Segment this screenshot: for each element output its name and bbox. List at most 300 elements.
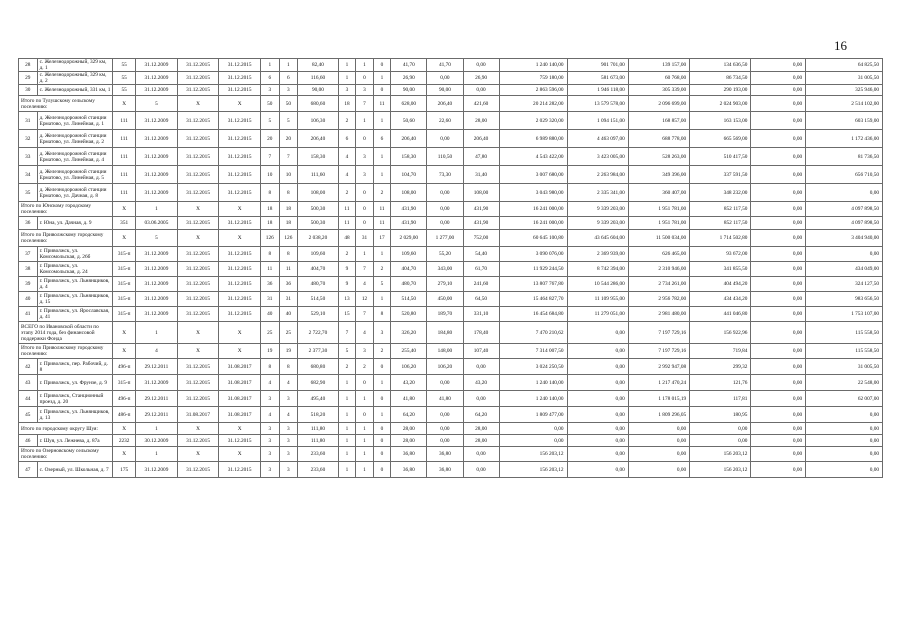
table-cell: 0,00: [463, 85, 499, 96]
table-cell: 0,00: [427, 217, 463, 230]
table-cell: 31.12.2015: [177, 375, 219, 391]
address-cell: д. Железнодорожной станции Ерматово, ул. Линейная, д. 5: [37, 166, 113, 184]
table-cell: 1: [279, 59, 298, 72]
table-cell: 31.12.2015: [219, 72, 261, 85]
table-cell: 45: [19, 407, 38, 423]
table-cell: 61,70: [463, 262, 499, 277]
table-cell: 18: [260, 202, 279, 217]
table-cell: Х: [219, 230, 261, 247]
table-cell: 1: [136, 423, 178, 435]
table-cell: 31.12.2015: [219, 217, 261, 230]
table-cell: 1: [338, 375, 356, 391]
table-cell: 0,00: [751, 307, 806, 322]
table-cell: 31.12.2009: [136, 59, 178, 72]
table-cell: 0: [356, 375, 374, 391]
table-cell: 31.12.2009: [136, 166, 178, 184]
table-cell: 148,00: [427, 344, 463, 359]
table-cell: 2 029 320,00: [499, 112, 567, 130]
table-cell: 7 197 729,16: [628, 322, 689, 344]
table-cell: 106,20: [427, 359, 463, 375]
table-cell: 255,40: [391, 344, 427, 359]
table-cell: 60 768,00: [628, 72, 689, 85]
table-cell: 31.12.2009: [136, 375, 178, 391]
table-cell: 5: [136, 230, 178, 247]
table-cell: 290 193,00: [690, 85, 751, 96]
table-cell: 22 548,00: [806, 375, 883, 391]
table-cell: 156 203,12: [690, 462, 751, 478]
table-cell: 404,70: [391, 262, 427, 277]
table-cell: 1: [373, 292, 391, 307]
table-cell: 6: [260, 72, 279, 85]
table-cell: 31: [260, 292, 279, 307]
table-cell: Х: [219, 322, 261, 344]
table-cell: 9: [338, 277, 356, 292]
table-cell: 62 007,00: [806, 391, 883, 407]
table-row: [19, 217, 883, 230]
table-cell: 3: [356, 344, 374, 359]
table-cell: 206,40: [391, 130, 427, 148]
table-cell: Х: [113, 344, 136, 359]
table-cell: 4 543 422,00: [499, 148, 567, 166]
table-cell: 31.12.2015: [219, 59, 261, 72]
table-cell: 0,00: [463, 391, 499, 407]
table-cell: 500,30: [298, 202, 339, 217]
table-cell: 0,00: [751, 85, 806, 96]
table-cell: 31 005,50: [806, 72, 883, 85]
table-cell: 64 825,50: [806, 59, 883, 72]
table-row: [19, 277, 883, 292]
table-cell: 107,40: [463, 344, 499, 359]
table-cell: 514,50: [298, 292, 339, 307]
table-cell: 496-п: [113, 359, 136, 375]
table-cell: 0,00: [751, 166, 806, 184]
table-cell: 31.08.2017: [177, 407, 219, 423]
table-cell: 1: [338, 59, 356, 72]
table-cell: 50: [260, 96, 279, 112]
table-cell: 158,30: [391, 148, 427, 166]
table-cell: 7 314 007,50: [499, 344, 567, 359]
table-cell: 0,00: [427, 130, 463, 148]
table-cell: 47: [19, 462, 38, 478]
table-cell: 0,00: [751, 391, 806, 407]
table-cell: 26,90: [391, 72, 427, 85]
table-cell: 3: [260, 447, 279, 462]
table-cell: 31.12.2015: [219, 130, 261, 148]
table-cell: 20: [260, 130, 279, 148]
table-cell: 25: [279, 322, 298, 344]
table-cell: Х: [113, 447, 136, 462]
table-cell: 1 809 477,00: [499, 407, 567, 423]
table-cell: 31.12.2015: [177, 262, 219, 277]
table-cell: 3: [279, 435, 298, 447]
table-cell: 11 500 034,00: [628, 230, 689, 247]
table-cell: 31.12.2015: [219, 435, 261, 447]
table-cell: Х: [219, 96, 261, 112]
table-cell: 752,00: [463, 230, 499, 247]
table-cell: 0,00: [427, 375, 463, 391]
table-cell: 3 423 005,00: [567, 148, 628, 166]
table-cell: 64,20: [463, 407, 499, 423]
table-cell: 496-п: [113, 391, 136, 407]
table-cell: 163 153,00: [690, 112, 751, 130]
table-cell: 1: [136, 447, 178, 462]
table-cell: 2 981 480,00: [628, 307, 689, 322]
table-cell: 656 710,50: [806, 166, 883, 184]
table-cell: 0,00: [628, 462, 689, 478]
table-cell: 1 178 015,19: [628, 391, 689, 407]
table-cell: 682,90: [298, 375, 339, 391]
table-cell: 348 232,00: [690, 184, 751, 202]
table-cell: 349 396,00: [628, 166, 689, 184]
address-cell: г. Приволжск, ул. Фрунзе, д. 9: [37, 375, 113, 391]
table-cell: 31.12.2015: [219, 262, 261, 277]
table-cell: 331,10: [463, 307, 499, 322]
table-cell: 2: [373, 262, 391, 277]
table-cell: 55: [113, 85, 136, 96]
table-cell: 16 241 000,00: [499, 217, 567, 230]
table-cell: 404,70: [298, 262, 339, 277]
table-cell: 901 701,00: [567, 59, 628, 72]
table-cell: 3: [260, 85, 279, 96]
table-cell: 31.12.2009: [136, 148, 178, 166]
table-cell: 36: [260, 277, 279, 292]
table-cell: 111: [113, 130, 136, 148]
table-cell: 337 591,50: [690, 166, 751, 184]
table-cell: 680,60: [298, 96, 339, 112]
table-cell: 0,00: [751, 202, 806, 217]
table-cell: 759 180,00: [499, 72, 567, 85]
table-cell: 31.12.2015: [219, 166, 261, 184]
table-row: [19, 391, 883, 407]
table-cell: 315-п: [113, 307, 136, 322]
table-cell: 42: [19, 359, 38, 375]
group-label-cell: Итого по Озерновскому сельскому поселению:: [19, 447, 113, 462]
table-cell: 2 369 939,00: [567, 247, 628, 262]
table-cell: 719,84: [690, 344, 751, 359]
table-cell: 126: [260, 230, 279, 247]
table-cell: 60 645 100,80: [499, 230, 567, 247]
table-group-row: [19, 96, 883, 112]
table-cell: 0,00: [427, 407, 463, 423]
table-cell: 0: [373, 462, 391, 478]
table-cell: 28,00: [463, 423, 499, 435]
table-cell: 0,00: [806, 247, 883, 262]
table-cell: 3: [338, 85, 356, 96]
table-cell: 31.12.2009: [136, 130, 178, 148]
table-row: [19, 407, 883, 423]
table-cell: 6: [373, 130, 391, 148]
table-cell: 31: [279, 292, 298, 307]
table-cell: 4: [279, 407, 298, 423]
table-cell: 3: [260, 391, 279, 407]
table-cell: 31.12.2015: [219, 112, 261, 130]
table-cell: 2: [338, 112, 356, 130]
table-cell: 0,00: [567, 391, 628, 407]
table-cell: 1 217 470,24: [628, 375, 689, 391]
table-cell: 28,00: [463, 435, 499, 447]
table-cell: 688 778,00: [628, 130, 689, 148]
table-cell: 233,60: [298, 447, 339, 462]
table-cell: 3: [260, 423, 279, 435]
table-cell: 40: [279, 307, 298, 322]
address-cell: с. Железнодорожный, 329 км, д. 1: [37, 59, 113, 72]
table-cell: 18: [279, 217, 298, 230]
table-cell: 43,20: [391, 375, 427, 391]
table-cell: 0,00: [751, 375, 806, 391]
table-cell: 37: [19, 247, 38, 262]
table-cell: 54,40: [463, 247, 499, 262]
table-cell: 431,90: [463, 202, 499, 217]
table-cell: 12: [356, 292, 374, 307]
table-cell: 0,00: [567, 435, 628, 447]
table-cell: 0,00: [751, 462, 806, 478]
table-cell: 5: [373, 277, 391, 292]
table-cell: 3 024 250,50: [499, 359, 567, 375]
table-cell: 10: [279, 166, 298, 184]
table-cell: 2 038,20: [298, 230, 339, 247]
table-row: [19, 130, 883, 148]
table-cell: 1: [373, 375, 391, 391]
table-cell: 0,00: [751, 217, 806, 230]
table-cell: 31.12.2015: [219, 277, 261, 292]
table-cell: 2232: [113, 435, 136, 447]
table-cell: Х: [177, 322, 219, 344]
table-cell: Х: [113, 423, 136, 435]
table-cell: 8: [260, 359, 279, 375]
table-group-row: [19, 423, 883, 435]
table-cell: 11: [260, 262, 279, 277]
table-cell: 31.12.2015: [177, 307, 219, 322]
table-cell: 3: [279, 391, 298, 407]
table-cell: 1 094 151,00: [567, 112, 628, 130]
table-cell: 03.06.2005: [136, 217, 178, 230]
table-cell: 510 417,50: [690, 148, 751, 166]
table-cell: 206,40: [427, 96, 463, 112]
table-cell: 1: [338, 391, 356, 407]
table-cell: 31.12.2015: [177, 72, 219, 85]
table-cell: 1 951 781,00: [628, 217, 689, 230]
table-cell: 486-п: [113, 407, 136, 423]
table-cell: 2: [338, 359, 356, 375]
table-cell: 0,00: [427, 423, 463, 435]
table-cell: 31.12.2015: [177, 247, 219, 262]
table-cell: 0,00: [751, 435, 806, 447]
table-cell: 626 465,00: [628, 247, 689, 262]
table-cell: 31.12.2015: [177, 277, 219, 292]
table-cell: 1 240 140,00: [499, 375, 567, 391]
table-cell: 0,00: [463, 447, 499, 462]
address-cell: г. Приволжск, Станционный проезд, д. 20: [37, 391, 113, 407]
table-cell: 109,60: [391, 247, 427, 262]
table-cell: 3 404 940,00: [806, 230, 883, 247]
table-cell: 2 992 947,08: [628, 359, 689, 375]
table-cell: 3: [279, 447, 298, 462]
table-cell: 0,00: [806, 462, 883, 478]
group-label-cell: Итого по городскому округу Шуя:: [19, 423, 113, 435]
table-cell: 0,00: [690, 435, 751, 447]
table-cell: 520,80: [391, 307, 427, 322]
table-cell: 1: [338, 72, 356, 85]
table-cell: 2 956 782,00: [628, 292, 689, 307]
table-cell: 4 097 898,50: [806, 217, 883, 230]
table-row: [19, 262, 883, 277]
table-cell: 47,80: [463, 148, 499, 166]
table-cell: 0,00: [567, 447, 628, 462]
table-cell: 581 673,00: [567, 72, 628, 85]
table-cell: 64,20: [391, 407, 427, 423]
table-cell: 852 117,50: [690, 202, 751, 217]
table-row: [19, 72, 883, 85]
table-cell: 0,00: [751, 184, 806, 202]
table-cell: 31.12.2015: [177, 130, 219, 148]
table-cell: 11: [373, 217, 391, 230]
table-cell: 0: [373, 423, 391, 435]
table-cell: 665 569,00: [690, 130, 751, 148]
table-cell: 0,00: [806, 435, 883, 447]
table-cell: 31,40: [463, 166, 499, 184]
table-row: [19, 59, 883, 72]
table-cell: 111: [113, 166, 136, 184]
table-cell: 31.12.2015: [177, 85, 219, 96]
table-cell: 431,90: [463, 217, 499, 230]
table-cell: 43,20: [463, 375, 499, 391]
address-cell: г. Приволжск, ул. Льнянщиков, д. 15: [37, 292, 113, 307]
table-row: [19, 247, 883, 262]
table-cell: 0,00: [806, 423, 883, 435]
table-cell: 2: [356, 359, 374, 375]
table-cell: 115 558,50: [806, 344, 883, 359]
table-cell: Х: [113, 96, 136, 112]
table-cell: 0,00: [427, 72, 463, 85]
table-cell: 1: [373, 247, 391, 262]
table-cell: 111: [113, 184, 136, 202]
table-cell: 0: [356, 202, 374, 217]
group-label-cell: Итого по Приволжскому городскому поселению:: [19, 344, 113, 359]
table-cell: 0,00: [751, 247, 806, 262]
table-cell: 108,00: [298, 184, 339, 202]
table-cell: 480,70: [298, 277, 339, 292]
table-cell: 189,70: [427, 307, 463, 322]
table-cell: 1 172 436,00: [806, 130, 883, 148]
table-cell: 1 240 140,00: [499, 391, 567, 407]
table-cell: 7: [356, 307, 374, 322]
table-cell: 11 109 955,00: [567, 292, 628, 307]
table-row: [19, 112, 883, 130]
table-cell: 22,60: [427, 112, 463, 130]
table-cell: 1 714 502,80: [690, 230, 751, 247]
table-cell: 31.12.2015: [219, 85, 261, 96]
table-cell: 9 339 203,00: [567, 217, 628, 230]
table-cell: 0: [373, 85, 391, 96]
table-cell: 11: [373, 96, 391, 112]
table-cell: 20 214 282,00: [499, 96, 567, 112]
address-cell: д. Железнодорожной станции Ерматово, ул. Линейная, д. 4: [37, 148, 113, 166]
table-cell: 0,00: [806, 447, 883, 462]
table-cell: 0: [356, 217, 374, 230]
table-cell: 1 240 140,00: [499, 59, 567, 72]
table-cell: 305 339,00: [628, 85, 689, 96]
table-cell: 158,30: [298, 148, 339, 166]
table-cell: 3: [356, 166, 374, 184]
table-cell: 31: [356, 230, 374, 247]
address-cell: г. Приволжск, ул. Комсомольская, д. 26б: [37, 247, 113, 262]
table-cell: 110,50: [427, 148, 463, 166]
table-cell: 7 470 210,62: [499, 322, 567, 344]
table-cell: 11: [338, 202, 356, 217]
table-cell: 156 922,96: [690, 322, 751, 344]
table-cell: 1: [356, 112, 374, 130]
table-cell: 30.12.2009: [136, 435, 178, 447]
table-cell: Х: [219, 344, 261, 359]
table-cell: 36,80: [427, 462, 463, 478]
table-cell: 1: [260, 59, 279, 72]
table-group-row: [19, 322, 883, 344]
table-cell: 31.12.2015: [177, 217, 219, 230]
table-cell: Х: [113, 230, 136, 247]
table-cell: 31.12.2015: [177, 59, 219, 72]
table-cell: 31.12.2009: [136, 307, 178, 322]
table-cell: 36,80: [427, 447, 463, 462]
table-cell: Х: [177, 344, 219, 359]
group-label-cell: ВСЕГО по Ивановской области по этапу 2014 года, без финансовой поддержки Фонда: [19, 322, 113, 344]
table-cell: 1: [356, 247, 374, 262]
table-cell: 351: [113, 217, 136, 230]
table-cell: 31.08.2017: [219, 375, 261, 391]
table-cell: 1: [356, 435, 374, 447]
table-cell: 2 514 102,00: [806, 96, 883, 112]
table-cell: 31.12.2009: [136, 292, 178, 307]
table-cell: 40: [19, 292, 38, 307]
table-cell: Х: [177, 447, 219, 462]
housing-registry-table: [18, 58, 883, 478]
table-cell: 1: [356, 391, 374, 407]
table-cell: 3: [373, 322, 391, 344]
table-row: [19, 184, 883, 202]
table-cell: 0,00: [751, 407, 806, 423]
table-cell: 6: [279, 72, 298, 85]
table-cell: 480,70: [391, 277, 427, 292]
table-cell: 518,20: [298, 407, 339, 423]
address-cell: д. Железнодорожной станции Ерматово, ул. Линейная, д. 2: [37, 130, 113, 148]
table-cell: 8: [373, 307, 391, 322]
table-cell: 0,00: [751, 292, 806, 307]
table-cell: Х: [177, 423, 219, 435]
address-cell: с. Железнодорожный, 329 км, д. 2: [37, 72, 113, 85]
table-cell: 1: [356, 423, 374, 435]
table-cell: 0,00: [567, 359, 628, 375]
table-cell: 2 335 341,00: [567, 184, 628, 202]
table-cell: 31.12.2015: [219, 184, 261, 202]
table-cell: 628,00: [391, 96, 427, 112]
table-cell: 0,00: [751, 72, 806, 85]
table-cell: 11 929 244,50: [499, 262, 567, 277]
table-cell: 31.12.2015: [177, 112, 219, 130]
table-cell: 4: [260, 407, 279, 423]
address-cell: г. Приволжск, пер. Рабочий, д. 8: [37, 359, 113, 375]
table-cell: 0,00: [567, 407, 628, 423]
table-cell: 0: [373, 447, 391, 462]
table-cell: 4: [356, 322, 374, 344]
table-cell: 441 046,80: [690, 307, 751, 322]
table-cell: 15: [338, 307, 356, 322]
table-cell: 0,00: [499, 435, 567, 447]
table-cell: 111,80: [298, 435, 339, 447]
table-cell: 43 645 604,00: [567, 230, 628, 247]
table-cell: 156 203,12: [499, 447, 567, 462]
table-cell: 31.12.2015: [177, 292, 219, 307]
table-cell: 29: [19, 72, 38, 85]
table-cell: 315-п: [113, 262, 136, 277]
